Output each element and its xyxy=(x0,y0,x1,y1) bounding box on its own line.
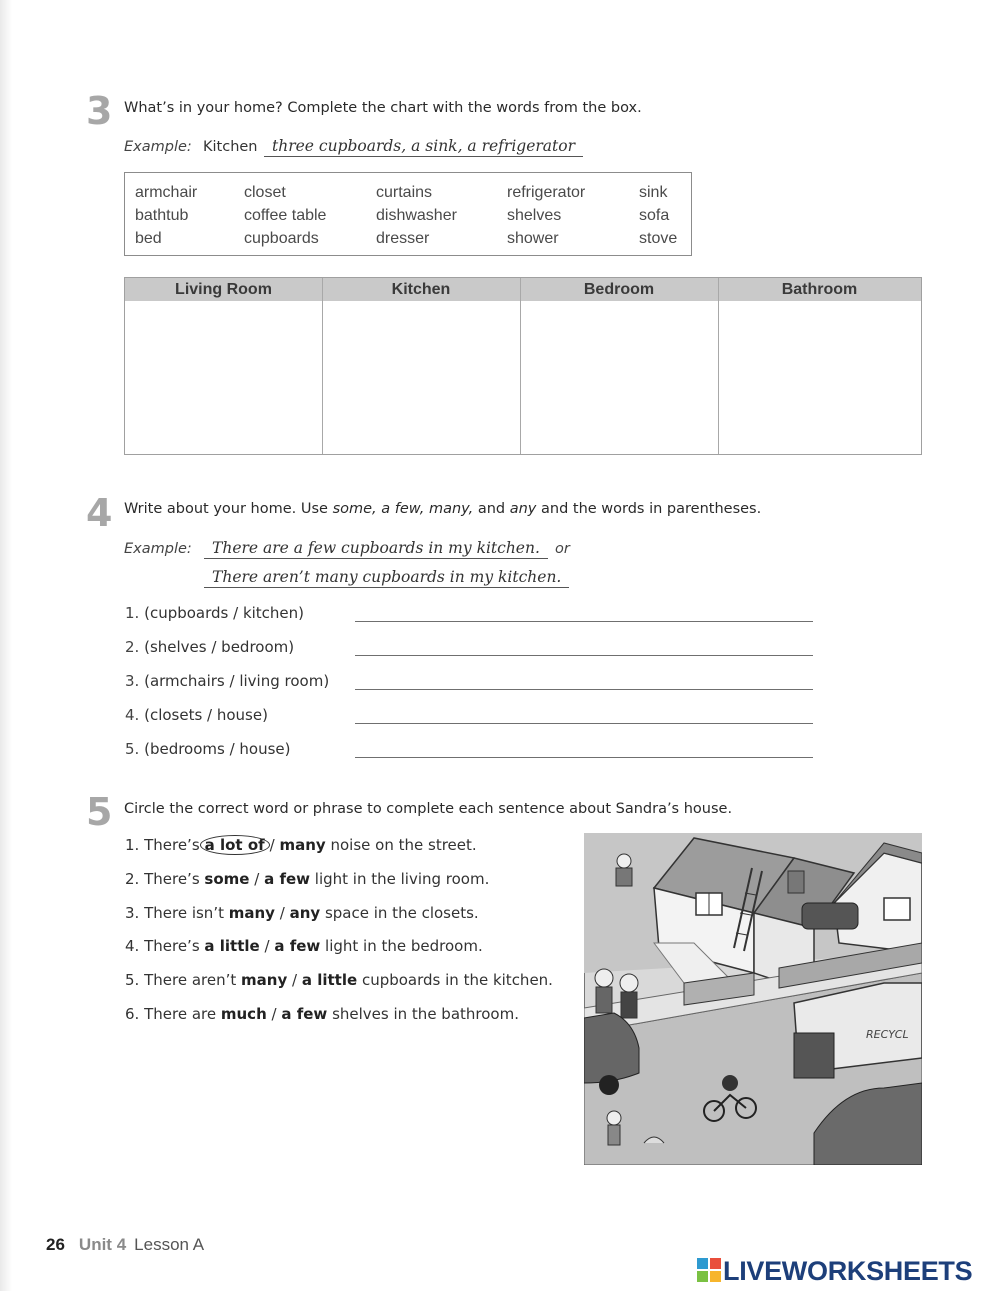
option-1[interactable]: a little xyxy=(204,937,260,955)
exercise-4-example-or: or xyxy=(555,541,570,557)
footer-lesson: Lesson A xyxy=(134,1235,205,1254)
word-box-word: dresser xyxy=(376,230,430,247)
sentence-start: There isn’t xyxy=(144,904,224,922)
word-box-column xyxy=(639,181,677,250)
word-box-word: sink xyxy=(639,184,668,201)
sentence-end: shelves in the bathroom. xyxy=(332,1005,519,1023)
word-box-word: curtains xyxy=(376,184,433,201)
footer-unit: Unit 4 xyxy=(78,1235,127,1254)
exercise-4-item xyxy=(125,638,294,656)
exercise-3-instruction: What’s in your home? Complete the chart with the words from the box. xyxy=(124,100,642,116)
answer-line[interactable] xyxy=(355,655,813,656)
word-box-column xyxy=(376,181,457,250)
option-1-circled[interactable]: a lot of xyxy=(200,835,270,855)
option-separator: / xyxy=(292,971,298,989)
item-prompt: (armchairs / living room) xyxy=(144,672,330,690)
option-separator: / xyxy=(269,836,275,854)
exercise-5-sentence xyxy=(125,971,553,989)
exercise-4-instruction xyxy=(124,501,761,517)
word-box-word: refrigerator xyxy=(507,184,586,201)
sentence-number: 6. xyxy=(125,1005,140,1023)
scan-edge xyxy=(0,0,12,1291)
answer-line[interactable] xyxy=(355,621,813,622)
answer-line[interactable] xyxy=(355,757,813,758)
chart-divider xyxy=(520,278,521,454)
answer-line[interactable] xyxy=(355,689,813,690)
sentence-start: There are xyxy=(144,1005,217,1023)
item-number: 1. xyxy=(125,604,140,622)
sentence-number: 5. xyxy=(125,971,140,989)
exercise-3-example-label: Example: xyxy=(124,139,192,155)
sentence-number: 3. xyxy=(125,904,140,922)
option-2[interactable]: many xyxy=(279,836,326,854)
exercise-3-example-word: Kitchen xyxy=(203,139,258,155)
liveworksheets-logo-icon xyxy=(697,1258,721,1282)
item-prompt: (bedrooms / house) xyxy=(144,740,291,758)
page-number: 26 xyxy=(46,1235,65,1254)
exercise-5-sentence xyxy=(125,1005,519,1023)
exercise-5-sentence xyxy=(125,904,479,922)
option-1[interactable]: many xyxy=(228,904,275,922)
sentence-number: 4. xyxy=(125,937,140,955)
chart-divider xyxy=(322,278,323,454)
instruction-keyword: a few, xyxy=(381,501,425,517)
word-box-word: dishwasher xyxy=(376,207,457,224)
word-box-word: closet xyxy=(244,184,286,201)
option-2[interactable]: a few xyxy=(274,937,321,955)
page-footer xyxy=(46,1235,204,1255)
exercise-5-sentence xyxy=(125,870,489,888)
option-2[interactable]: a little xyxy=(301,971,358,989)
exercise-3-number: 3 xyxy=(86,89,113,133)
option-separator: / xyxy=(271,1005,277,1023)
option-separator: / xyxy=(279,904,285,922)
instruction-text: Write about your home. Use xyxy=(124,501,333,517)
chart-header-living-room: Living Room xyxy=(175,281,272,298)
instruction-text: and xyxy=(477,501,506,517)
exercise-5-number: 5 xyxy=(86,790,113,834)
sentence-start: There’s xyxy=(144,836,200,854)
sentence-end: noise on the street. xyxy=(330,836,477,854)
word-box-word: armchair xyxy=(135,184,198,201)
item-prompt: (cupboards / kitchen) xyxy=(144,604,305,622)
sentence-number: 2. xyxy=(125,870,140,888)
exercise-4-example-answer-1: There are a few cupboards in my kitchen. xyxy=(204,539,548,559)
word-box-word: shelves xyxy=(507,207,562,224)
sentence-end: cupboards in the kitchen. xyxy=(361,971,553,989)
word-box-word: sofa xyxy=(639,207,670,224)
option-1[interactable]: some xyxy=(204,870,250,888)
item-number: 3. xyxy=(125,672,140,690)
word-box-word: bed xyxy=(135,230,162,247)
exercise-5-sentence xyxy=(125,937,483,955)
exercise-4-item xyxy=(125,706,268,724)
item-prompt: (shelves / bedroom) xyxy=(144,638,295,656)
truck-label: RECYCL xyxy=(866,1028,909,1041)
word-box-column xyxy=(244,181,326,250)
sentence-start: There’s xyxy=(144,937,200,955)
word-box-word: cupboards xyxy=(244,230,319,247)
option-2[interactable]: a few xyxy=(281,1005,328,1023)
sentence-start: There’s xyxy=(144,870,200,888)
exercise-4-example-answer-2: There aren’t many cupboards in my kitchen. xyxy=(204,568,569,588)
sentence-end: space in the closets. xyxy=(324,904,479,922)
option-1[interactable]: many xyxy=(241,971,288,989)
answer-line[interactable] xyxy=(355,723,813,724)
sentence-start: There aren’t xyxy=(144,971,237,989)
exercise-4-item xyxy=(125,740,291,758)
option-1[interactable]: much xyxy=(220,1005,267,1023)
word-box xyxy=(124,172,692,256)
word-box-word: bathtub xyxy=(135,207,189,224)
exercise-3-example-answer: three cupboards, a sink, a refrigerator xyxy=(264,137,583,157)
exercise-4-item xyxy=(125,672,329,690)
chart-header-bathroom: Bathroom xyxy=(781,281,858,298)
chart-divider xyxy=(718,278,719,454)
option-separator: / xyxy=(254,870,260,888)
item-prompt: (closets / house) xyxy=(144,706,268,724)
sentence-end: light in the living room. xyxy=(314,870,490,888)
word-box-word: shower xyxy=(507,230,559,247)
exercise-4-number: 4 xyxy=(86,491,113,535)
exercise-5-sentence xyxy=(125,836,477,854)
instruction-keyword: many, xyxy=(428,501,474,517)
exercise-4-example-label: Example: xyxy=(124,541,192,557)
instruction-keyword: any xyxy=(509,501,537,517)
word-box-column xyxy=(135,181,197,250)
item-number: 5. xyxy=(125,740,140,758)
sentence-end: light in the bedroom. xyxy=(325,937,483,955)
watermark-text: LIVEWORKSHEETS xyxy=(723,1256,973,1286)
exercise-4-item xyxy=(125,604,304,622)
exercise-5-instruction: Circle the correct word or phrase to complete each sentence about Sandra’s house. xyxy=(124,801,733,817)
option-2[interactable]: any xyxy=(289,904,321,922)
word-box-word: coffee table xyxy=(244,207,327,224)
room-chart xyxy=(124,277,922,455)
option-2[interactable]: a few xyxy=(264,870,310,888)
word-box-column xyxy=(507,181,585,250)
instruction-text: and the words in parentheses. xyxy=(536,501,762,517)
chart-header-kitchen: Kitchen xyxy=(391,281,451,298)
sentence-number: 1. xyxy=(125,836,140,854)
word-box-word: stove xyxy=(639,230,678,247)
option-separator: / xyxy=(264,937,270,955)
street-illustration xyxy=(584,833,922,1165)
item-number: 4. xyxy=(125,706,140,724)
chart-header-bedroom: Bedroom xyxy=(583,281,655,298)
instruction-keyword: some, xyxy=(332,501,377,517)
item-number: 2. xyxy=(125,638,140,656)
